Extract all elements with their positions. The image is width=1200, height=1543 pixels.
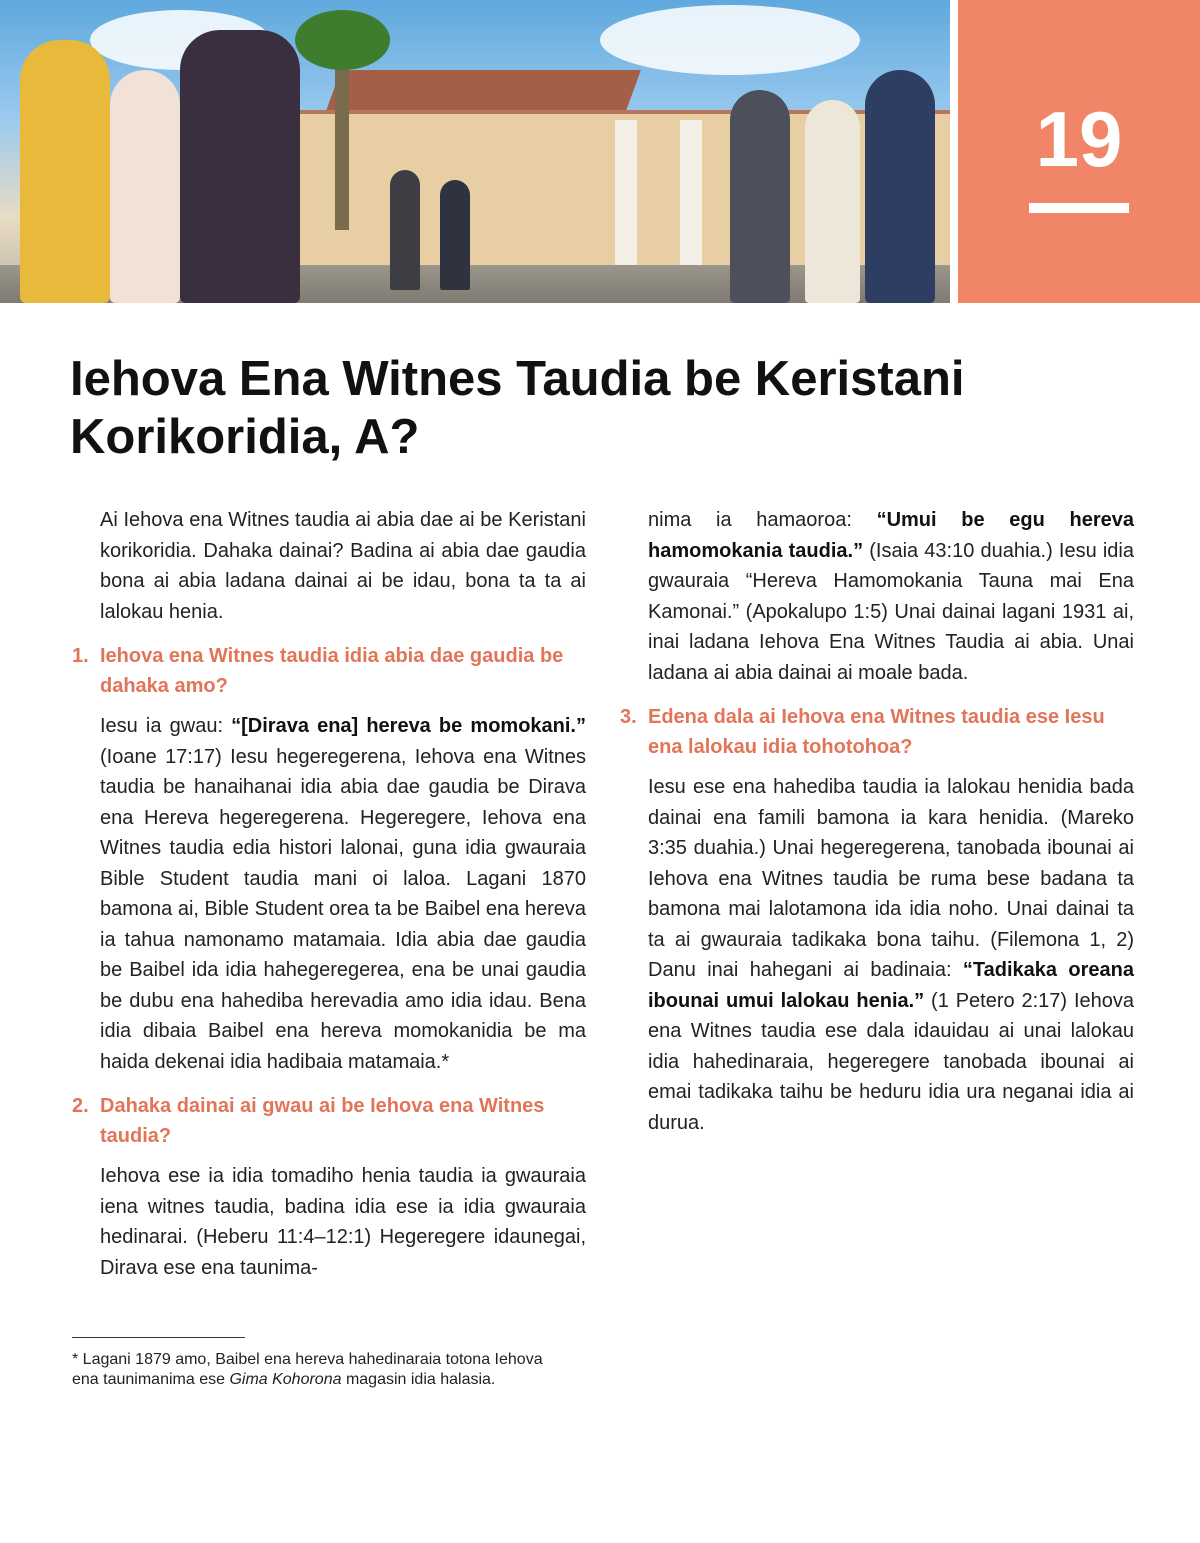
scripture-quote: “Umui be egu hereva hamomokania taudia.” [648, 509, 1135, 562]
person [390, 170, 420, 290]
question-text: Dahaka dainai ai gwau ai be Iehova ena Witnes taudia? [100, 1095, 545, 1147]
palm-leaves [295, 10, 390, 70]
answer-paragraph [100, 711, 586, 1077]
answer-text: Iesu ia gwau: [100, 715, 232, 737]
left-column [72, 505, 586, 1297]
person [865, 70, 935, 303]
person [805, 100, 860, 303]
question-number: 2. [72, 1095, 89, 1117]
answer-text: (Isaia 43:10 duahia.) Iesu idia gwauraia “Hereva Hamomokania Tauna mai Ena Kamonai.” (Apokalupo 1:5) Unai dainai lagani 1931 ai, inai ladana Iehova Ena Witnes Taudia ai abia. Unai ladana ai abia dainai ai moale bada. [648, 539, 1134, 684]
right-column [620, 505, 1134, 1152]
footnote-text: * Lagani 1879 amo, Baibel ena hereva hahedinaraia totona Iehova ena taunimanima ese [72, 1351, 543, 1388]
answer-text: nima ia hamaoroa: [648, 509, 877, 531]
porch-column [680, 120, 702, 270]
section-2 [72, 1091, 586, 1283]
question-heading [72, 1091, 586, 1151]
person [440, 180, 470, 290]
question-text: Edena dala ai Iehova ena Witnes taudia ese Iesu ena lalokau idia tohotohoa? [648, 706, 1105, 758]
person [20, 40, 110, 303]
answer-text: (Ioane 17:17) Iesu hegeregerena, Iehova ena Witnes taudia be hanaihanai idia abia dae gaudia be Dirava ena Hereva hegeregerena. Hegeregere, Iehova ena Witnes taudia edia histori lalonai, guna idia gwauraia Bible Student taudia mani oi laloa. Lagani 1870 bamona ai, Bible Student orea ta be Baibel ena hereva ia tahua namonamo matamaia. Idia abia dae gaudia be Baibel ida idia hahegeregerea, ena be unai gaudia be dubu ena hahediba herevadia amo idia idau. Bena idia dibaia Baibel ena hereva momokanidia be ma haida dekenai idia hadibaia matamaia.* [100, 745, 586, 1073]
answer-text: (1 Petero 2:17) Iehova ena Witnes taudia ese dala idauidau ai unai lalokau idia hahedinaraia, hegeregere tanobada ibounai ai emai tadikaka taihu be heduru idia ura neganai idia ai durua. [648, 989, 1134, 1134]
chapter-badge [958, 0, 1200, 303]
person [110, 70, 180, 303]
magazine-title: Gima Kohorona [229, 1371, 342, 1388]
footnote [72, 1350, 562, 1390]
chapter-rule [1029, 203, 1129, 213]
question-number: 3. [620, 706, 637, 728]
scripture-quote: “[Dirava ena] hereva be momokani.” [231, 715, 586, 737]
question-heading [620, 702, 1134, 762]
question-text: Iehova ena Witnes taudia idia abia dae gaudia be dahaka amo? [100, 645, 564, 697]
person [180, 30, 300, 303]
intro-paragraph: Ai Iehova ena Witnes taudia ai abia dae ai be Keristani korikoridia. Dahaka dainai? Badina ai abia dae gaudia bona ai abia ladana dainai ai be idau, bona ta ta ai lalokau henia. [100, 509, 586, 623]
question-heading [72, 641, 586, 701]
chapter-number: 19 [1035, 95, 1123, 183]
cloud [600, 5, 860, 75]
answer-paragraph-continued [648, 505, 1134, 688]
section-1 [72, 641, 586, 1077]
answer-text: Iesu ese ena hahediba taudia ia lalokau henidia bada dainai ena famili bamona ia kara henidia. (Mareko 3:35 duahia.) Unai hegeregerena, tanobada ibounai ai Iehova ena Witnes taudia be ruma bese badana ta bamona mai lalotamona ida idia noho. Unai dainai ta ta ai gwauraia tadikaka bona taihu. (Filemona 1, 2) Danu inai hahegani ai badinaia: [648, 776, 1134, 981]
porch-column [615, 120, 637, 270]
question-number: 1. [72, 645, 89, 667]
page-title: Iehova Ena Witnes Taudia be Keristani Korikoridia, A? [70, 352, 965, 464]
answer-paragraph [100, 1161, 586, 1283]
footnote-text: magasin idia halasia. [341, 1371, 496, 1388]
header-photo [0, 0, 950, 303]
answer-paragraph [648, 772, 1134, 1138]
section-3 [620, 702, 1134, 1138]
footnote-rule [72, 1337, 245, 1338]
scripture-quote: “Tadikaka oreana ibounai umui lalokau henia.” [648, 959, 1135, 1012]
answer-text: Iehova ese ia idia tomadiho henia taudia ia gwauraia iena witnes taudia, badina idia ese ia idia gwauraia hedinarai. (Heberu 11:4–12:1) Hegeregere idaunegai, Dirava ese ena taunima- [100, 1165, 586, 1279]
person [730, 90, 790, 303]
